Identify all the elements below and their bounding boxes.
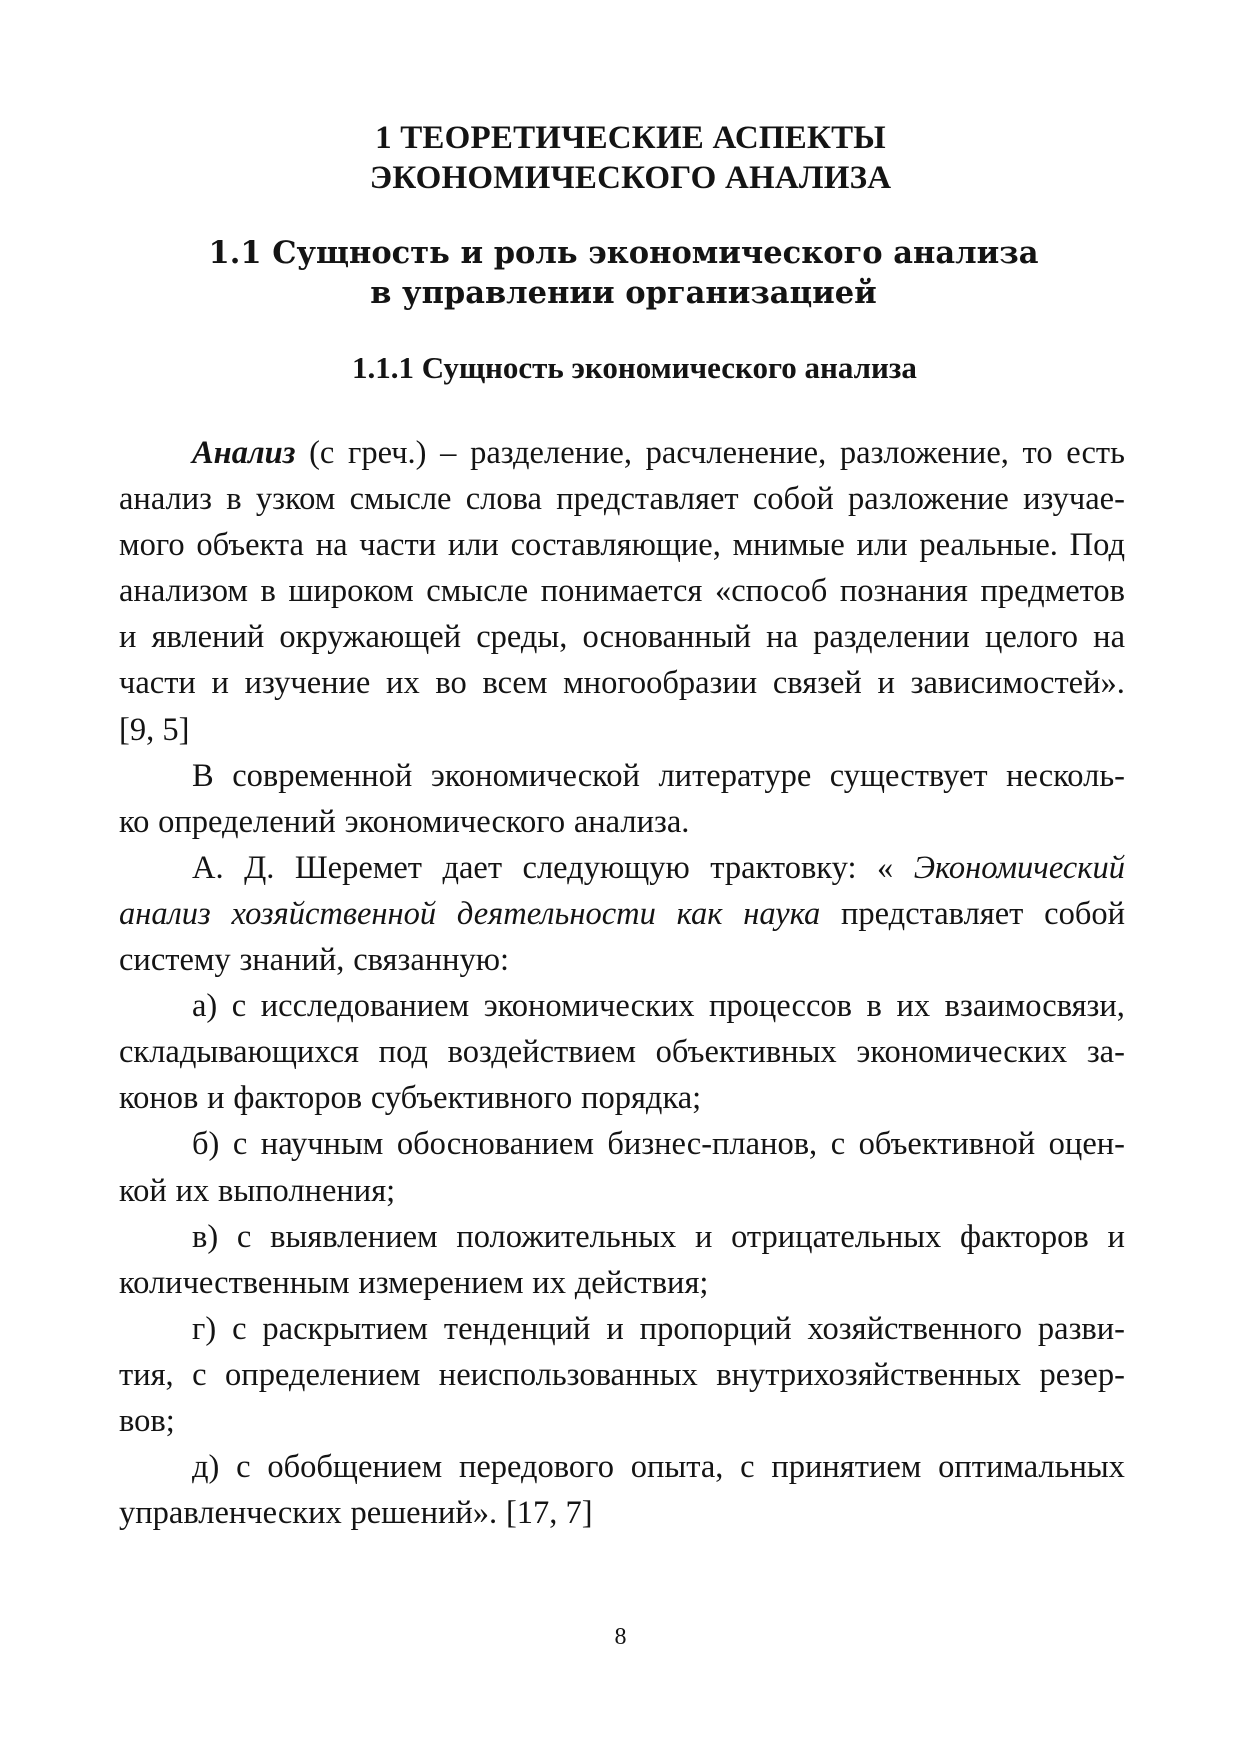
word: анализ bbox=[119, 481, 212, 518]
word: их bbox=[386, 665, 420, 702]
word: представляет bbox=[841, 895, 1024, 932]
word: анализом bbox=[119, 573, 248, 610]
word: управленческих bbox=[119, 1495, 342, 1532]
word: основанный bbox=[582, 619, 751, 656]
word: анализ bbox=[119, 895, 211, 932]
text-line bbox=[119, 430, 1125, 476]
word: резер- bbox=[1039, 1356, 1125, 1393]
word: д) bbox=[192, 1449, 220, 1486]
word: А. bbox=[192, 849, 224, 886]
text-line bbox=[119, 707, 1125, 753]
word: есть bbox=[1066, 435, 1125, 471]
word: с bbox=[236, 1218, 252, 1255]
word: дает bbox=[442, 849, 503, 886]
word: неиспользованных bbox=[438, 1356, 698, 1393]
word: предметов bbox=[980, 573, 1125, 610]
text-line bbox=[119, 891, 1125, 937]
word: разложение bbox=[848, 481, 1009, 518]
word: изучае- bbox=[1023, 481, 1125, 518]
word: раскрытием bbox=[262, 1310, 428, 1347]
word: а) bbox=[192, 988, 218, 1025]
word: определений bbox=[158, 803, 336, 840]
word: как bbox=[676, 895, 723, 932]
word: собой bbox=[752, 481, 834, 518]
word: и bbox=[211, 665, 229, 702]
word: порядка; bbox=[581, 1080, 702, 1117]
word: объективной bbox=[858, 1126, 1036, 1163]
word: их bbox=[175, 1172, 210, 1209]
word: или bbox=[447, 527, 499, 564]
word: литературе bbox=[658, 757, 812, 794]
word: на bbox=[1093, 619, 1125, 656]
word: г) bbox=[192, 1310, 217, 1347]
word: во bbox=[435, 665, 467, 702]
word: за- bbox=[1086, 1034, 1125, 1071]
word: исследованием bbox=[260, 988, 470, 1025]
word: многообразии bbox=[563, 665, 758, 702]
word: Д. bbox=[244, 849, 275, 886]
text-line bbox=[119, 937, 1125, 983]
word: разделении bbox=[813, 619, 970, 656]
word: в) bbox=[192, 1218, 219, 1255]
word: с bbox=[231, 988, 247, 1025]
word: мнимые bbox=[732, 527, 845, 564]
word: расчленение, bbox=[645, 435, 827, 471]
word: передового bbox=[458, 1449, 614, 1486]
word: тенденций bbox=[443, 1310, 591, 1347]
chapter-title-line: ЭКОНОМИЧЕСКОГО АНАЛИЗА bbox=[369, 160, 892, 196]
word: среды, bbox=[476, 619, 568, 656]
text-line bbox=[119, 1214, 1125, 1260]
word: экономической bbox=[430, 757, 640, 794]
text-line bbox=[119, 476, 1125, 522]
word: греч.) bbox=[348, 435, 427, 471]
word: их bbox=[896, 988, 931, 1025]
word: научным bbox=[260, 1126, 384, 1163]
word: с bbox=[232, 1310, 247, 1347]
word: экономических bbox=[483, 988, 695, 1025]
word: в bbox=[226, 481, 242, 518]
text-line bbox=[119, 522, 1125, 568]
word: зависимостей». bbox=[910, 665, 1125, 702]
word: и bbox=[1107, 1218, 1125, 1255]
word: Шеремет bbox=[294, 849, 422, 886]
word: смысле bbox=[349, 481, 452, 518]
section-title-line: в управлении организацией bbox=[370, 275, 877, 311]
word: под bbox=[378, 1034, 428, 1071]
word: оптимальных bbox=[938, 1449, 1125, 1486]
word: экономического bbox=[344, 803, 566, 840]
word: [9, 5] bbox=[119, 711, 190, 748]
word: выполнения; bbox=[217, 1172, 396, 1209]
word: хозяйственного bbox=[807, 1310, 1023, 1347]
word: – bbox=[440, 435, 457, 471]
word: окружающей bbox=[279, 619, 462, 656]
text-line bbox=[119, 1168, 1125, 1214]
word: обоснованием bbox=[396, 1126, 594, 1163]
word: с bbox=[232, 1126, 248, 1163]
word: оцен- bbox=[1048, 1126, 1125, 1163]
word: разделение, bbox=[470, 435, 632, 471]
word: на bbox=[766, 619, 798, 656]
word: действия; bbox=[574, 1264, 709, 1301]
text-line bbox=[119, 1352, 1125, 1398]
word: с bbox=[740, 1449, 755, 1486]
word: части bbox=[119, 665, 196, 702]
word: с bbox=[236, 1449, 251, 1486]
word: воздействием bbox=[447, 1034, 636, 1071]
word: в bbox=[866, 988, 882, 1025]
text-line bbox=[119, 983, 1125, 1029]
word: и bbox=[606, 1310, 624, 1347]
word: отрицательных bbox=[731, 1218, 942, 1255]
word: несколь- bbox=[1006, 757, 1125, 794]
word: составляющие, bbox=[510, 527, 721, 564]
body-text bbox=[119, 430, 1125, 1536]
word: тия, bbox=[119, 1356, 174, 1393]
word: познания bbox=[839, 573, 968, 610]
word: Под bbox=[1069, 527, 1125, 564]
word: с bbox=[192, 1356, 207, 1393]
word: всем bbox=[482, 665, 548, 702]
text-line bbox=[119, 1260, 1125, 1306]
subsection-title: 1.1.1 Сущность экономического анализа bbox=[352, 350, 917, 385]
word: опыта, bbox=[630, 1449, 724, 1486]
word: количественным bbox=[119, 1264, 350, 1301]
word: или bbox=[856, 527, 908, 564]
word: широком bbox=[288, 573, 414, 610]
word: складывающихся bbox=[119, 1034, 359, 1071]
word: смысле bbox=[426, 573, 529, 610]
word: внутрихозяйственных bbox=[716, 1356, 1022, 1393]
word: Анализ bbox=[192, 435, 296, 471]
word: слова bbox=[465, 481, 542, 518]
word: знаний, bbox=[239, 942, 345, 979]
word: трактовку: bbox=[710, 849, 857, 886]
word: хозяйственной bbox=[231, 895, 437, 932]
word: изучение bbox=[244, 665, 371, 702]
word: систему bbox=[119, 942, 231, 979]
word: понимается bbox=[540, 573, 703, 610]
text-line bbox=[119, 1029, 1125, 1075]
text-line bbox=[119, 1306, 1125, 1352]
text-line bbox=[119, 660, 1125, 706]
text-line bbox=[119, 1490, 1125, 1536]
page-number: 8 bbox=[614, 1624, 627, 1650]
word: Экономический bbox=[913, 849, 1125, 886]
word: решений». bbox=[350, 1495, 498, 1532]
word: б) bbox=[192, 1126, 220, 1163]
word: то bbox=[1022, 435, 1053, 471]
section-title-line: 1.1 Сущность и роль экономического анализа bbox=[208, 235, 1039, 271]
word: с bbox=[830, 1126, 846, 1163]
word: принятием bbox=[771, 1449, 922, 1486]
word: следующую bbox=[522, 849, 690, 886]
word: ко bbox=[119, 803, 150, 840]
word: пропорций bbox=[639, 1310, 792, 1347]
word: деятельности bbox=[456, 895, 656, 932]
text-line bbox=[119, 1121, 1125, 1167]
text-line bbox=[119, 799, 1125, 845]
word: представляет bbox=[556, 481, 739, 518]
text-line bbox=[119, 845, 1125, 891]
word: измерением bbox=[358, 1264, 524, 1301]
word: положительных bbox=[456, 1218, 677, 1255]
word: и bbox=[877, 665, 895, 702]
word: наука bbox=[743, 895, 821, 932]
word: взаимосвязи, bbox=[944, 988, 1125, 1025]
text-line bbox=[119, 614, 1125, 660]
section-title bbox=[0, 233, 1241, 313]
word: обобщением bbox=[267, 1449, 443, 1486]
word: и bbox=[207, 1080, 225, 1117]
word: части bbox=[359, 527, 437, 564]
word: вов; bbox=[119, 1402, 175, 1439]
word: выявлением bbox=[270, 1218, 438, 1255]
text-line bbox=[119, 1444, 1125, 1490]
word: современной bbox=[232, 757, 413, 794]
text-line bbox=[119, 568, 1125, 614]
word: и bbox=[694, 1218, 713, 1255]
word: конов bbox=[119, 1080, 199, 1117]
word: на bbox=[315, 527, 348, 564]
word: и bbox=[119, 619, 137, 656]
word: связей bbox=[772, 665, 862, 702]
word: собой bbox=[1044, 895, 1125, 932]
word: объективных bbox=[655, 1034, 837, 1071]
text-line bbox=[119, 1398, 1125, 1444]
word: « bbox=[876, 849, 894, 886]
word: субъективного bbox=[370, 1080, 573, 1117]
word: экономических bbox=[856, 1034, 1068, 1071]
word: бизнес-планов, bbox=[607, 1126, 818, 1163]
text-line bbox=[119, 753, 1125, 799]
word: существует bbox=[829, 757, 988, 794]
word: целого bbox=[984, 619, 1079, 656]
word: процессов bbox=[709, 988, 852, 1025]
word: В bbox=[192, 757, 214, 794]
word: в bbox=[260, 573, 276, 610]
word: узком bbox=[255, 481, 336, 518]
word: [17, 7] bbox=[505, 1495, 593, 1532]
word: объекта bbox=[196, 527, 304, 564]
word: факторов bbox=[233, 1080, 363, 1117]
word: явлений bbox=[151, 619, 265, 656]
word: факторов bbox=[960, 1218, 1089, 1255]
text-line bbox=[119, 1075, 1125, 1121]
word: разложение, bbox=[839, 435, 1009, 471]
word: анализа. bbox=[573, 803, 690, 840]
word: кой bbox=[119, 1172, 167, 1209]
word: «способ bbox=[714, 573, 828, 610]
word: разви- bbox=[1037, 1310, 1125, 1347]
chapter-title bbox=[0, 118, 1241, 198]
word: определением bbox=[225, 1356, 421, 1393]
word: реальные. bbox=[919, 527, 1058, 564]
word: их bbox=[532, 1264, 566, 1301]
word: связанную: bbox=[353, 942, 510, 979]
word: (с bbox=[309, 435, 335, 471]
word: мого bbox=[119, 527, 185, 564]
chapter-title-line: 1 ТЕОРЕТИЧЕСКИЕ АСПЕКТЫ bbox=[375, 120, 886, 156]
